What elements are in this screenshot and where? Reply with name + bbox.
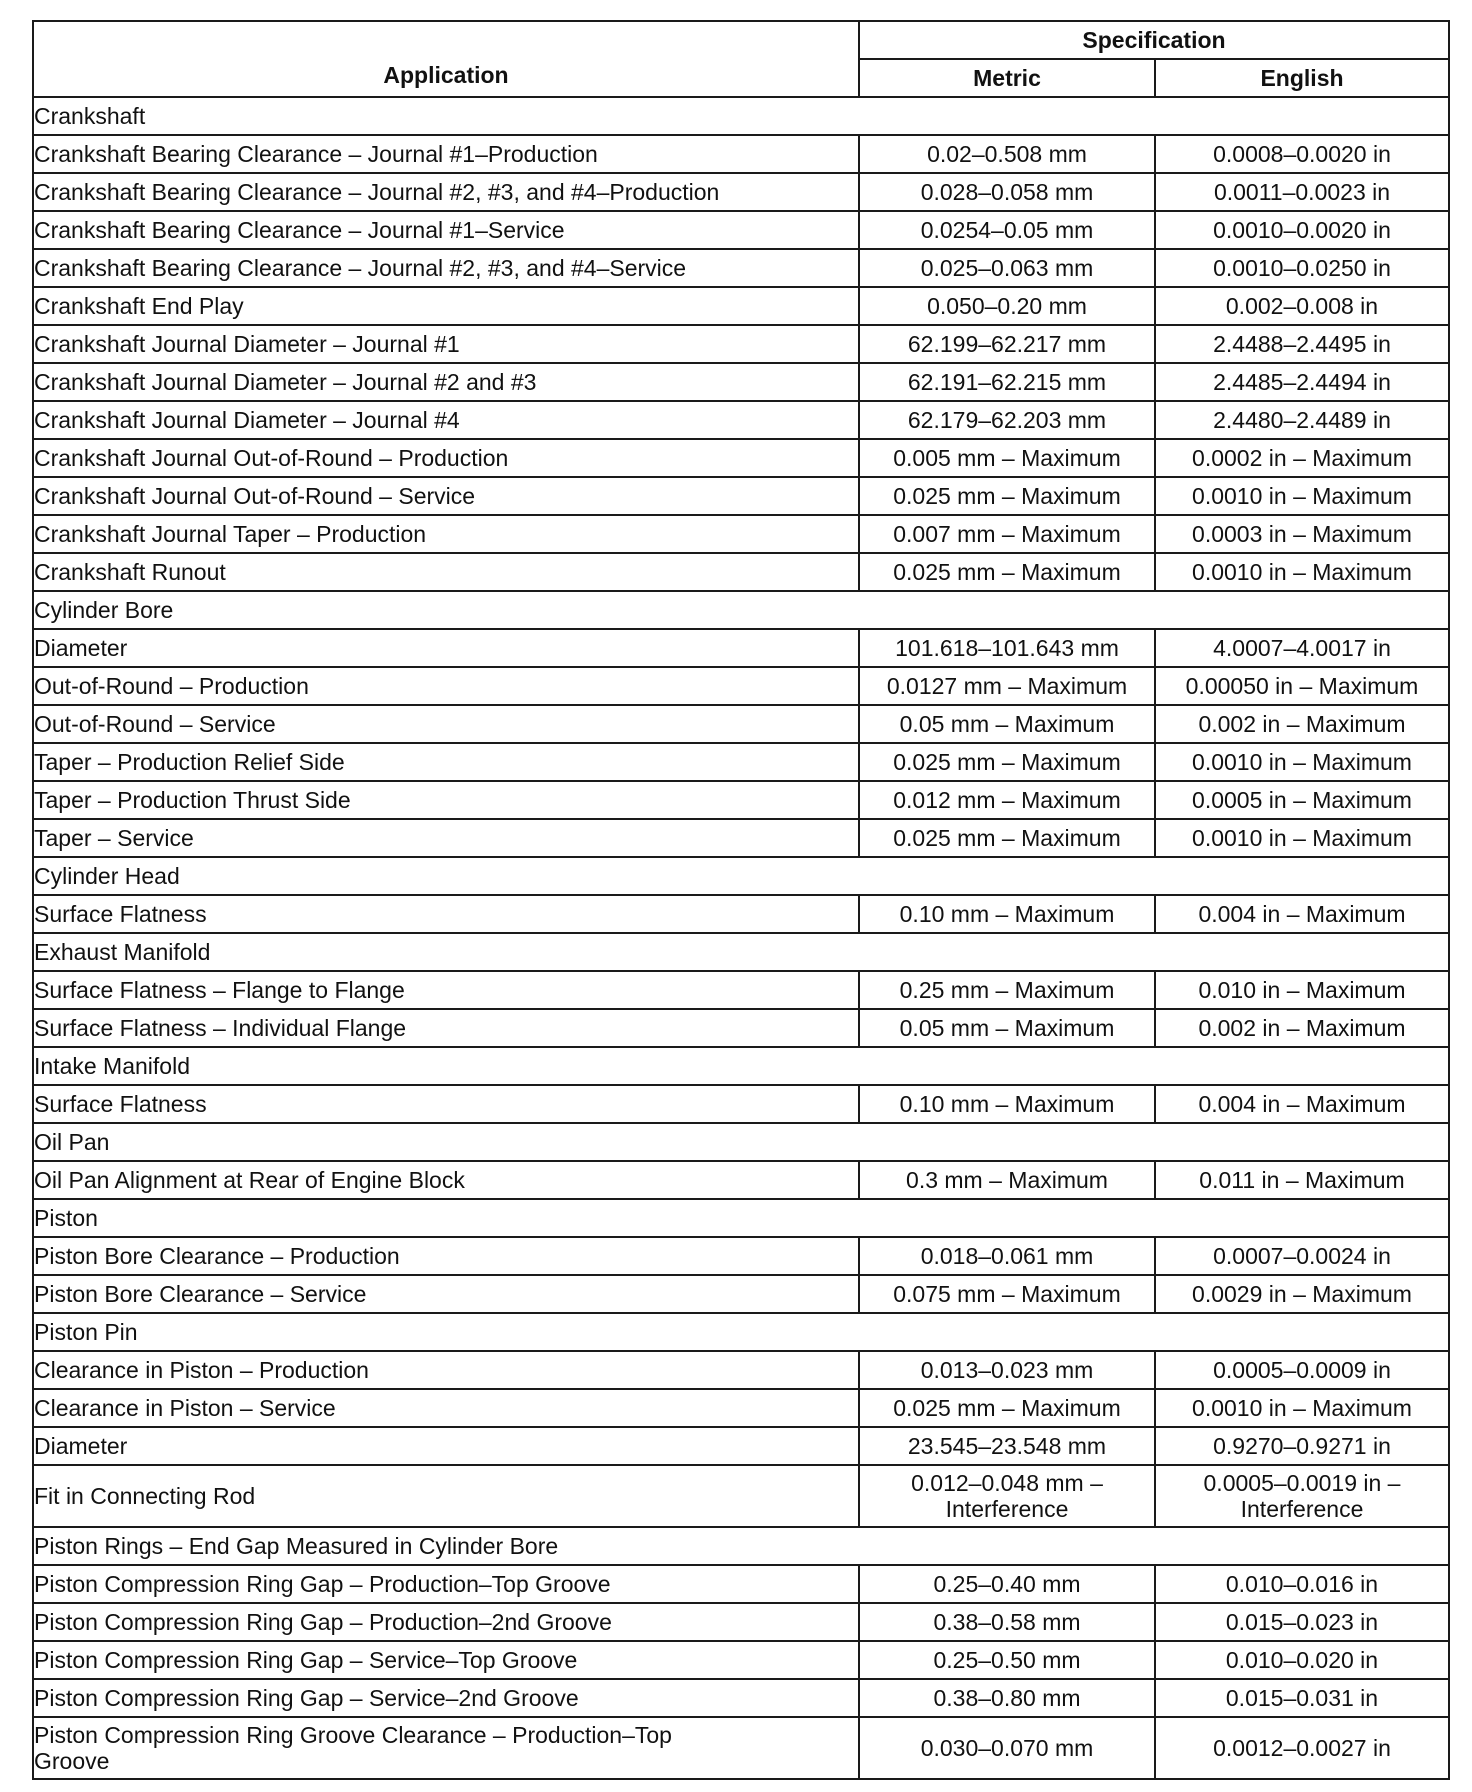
specification-header: Specification xyxy=(859,21,1449,59)
english-cell: 0.9270–0.9271 in xyxy=(1155,1427,1449,1465)
english-cell: 0.002–0.008 in xyxy=(1155,287,1449,325)
section-title: Piston Pin xyxy=(33,1313,1449,1351)
english-cell: 0.015–0.031 in xyxy=(1155,1679,1449,1717)
metric-cell: 0.075 mm – Maximum xyxy=(859,1275,1155,1313)
metric-cell: 0.38–0.80 mm xyxy=(859,1679,1155,1717)
english-cell: 0.004 in – Maximum xyxy=(1155,895,1449,933)
table-row xyxy=(33,1161,1449,1199)
table-row xyxy=(33,211,1449,249)
metric-cell: 0.05 mm – Maximum xyxy=(859,705,1155,743)
section-row xyxy=(33,1123,1449,1161)
table-row xyxy=(33,477,1449,515)
metric-cell: 0.050–0.20 mm xyxy=(859,287,1155,325)
application-cell: Surface Flatness – Individual Flange xyxy=(33,1009,859,1047)
metric-cell: 0.25 mm – Maximum xyxy=(859,971,1155,1009)
english-cell: 2.4485–2.4494 in xyxy=(1155,363,1449,401)
section-row xyxy=(33,933,1449,971)
metric-cell: 0.025 mm – Maximum xyxy=(859,1389,1155,1427)
table-row xyxy=(33,173,1449,211)
application-cell: Crankshaft Bearing Clearance – Journal #2, #3, and #4–Production xyxy=(33,173,859,211)
metric-cell: 0.012 mm – Maximum xyxy=(859,781,1155,819)
table-row xyxy=(33,781,1449,819)
application-cell: Crankshaft Journal Diameter – Journal #4 xyxy=(33,401,859,439)
table-body xyxy=(33,97,1449,1779)
section-title: Exhaust Manifold xyxy=(33,933,1449,971)
english-cell: 0.0008–0.0020 in xyxy=(1155,135,1449,173)
english-cell: 0.010–0.016 in xyxy=(1155,1565,1449,1603)
application-cell: Piston Compression Ring Groove Clearance – Production–Top Groove xyxy=(33,1717,859,1779)
metric-cell: 0.030–0.070 mm xyxy=(859,1717,1155,1779)
english-cell: 0.004 in – Maximum xyxy=(1155,1085,1449,1123)
table-row xyxy=(33,1565,1449,1603)
application-cell: Surface Flatness xyxy=(33,895,859,933)
metric-cell: 0.0127 mm – Maximum xyxy=(859,667,1155,705)
application-cell: Clearance in Piston – Service xyxy=(33,1389,859,1427)
application-cell: Piston Compression Ring Gap – Service–2nd Groove xyxy=(33,1679,859,1717)
section-row xyxy=(33,1313,1449,1351)
english-cell: 0.0010–0.0020 in xyxy=(1155,211,1449,249)
english-cell: 2.4488–2.4495 in xyxy=(1155,325,1449,363)
metric-cell: 23.545–23.548 mm xyxy=(859,1427,1155,1465)
application-cell: Taper – Production Relief Side xyxy=(33,743,859,781)
metric-header: Metric xyxy=(859,59,1155,97)
metric-cell: 0.025 mm – Maximum xyxy=(859,743,1155,781)
metric-cell: 0.025 mm – Maximum xyxy=(859,477,1155,515)
table-row xyxy=(33,439,1449,477)
table-row xyxy=(33,1275,1449,1313)
section-row xyxy=(33,1047,1449,1085)
english-cell: 0.0005 in – Maximum xyxy=(1155,781,1449,819)
application-cell: Crankshaft End Play xyxy=(33,287,859,325)
english-cell: 0.0010 in – Maximum xyxy=(1155,553,1449,591)
english-cell: 0.00050 in – Maximum xyxy=(1155,667,1449,705)
application-cell: Piston Compression Ring Gap – Production–2nd Groove xyxy=(33,1603,859,1641)
table-row xyxy=(33,743,1449,781)
metric-cell: 0.10 mm – Maximum xyxy=(859,1085,1155,1123)
table-row xyxy=(33,249,1449,287)
metric-cell: 0.25–0.40 mm xyxy=(859,1565,1155,1603)
metric-cell: 62.179–62.203 mm xyxy=(859,401,1155,439)
english-header: English xyxy=(1155,59,1449,97)
application-header: Application xyxy=(33,21,859,97)
english-cell: 0.010 in – Maximum xyxy=(1155,971,1449,1009)
table-row xyxy=(33,1641,1449,1679)
english-cell: 2.4480–2.4489 in xyxy=(1155,401,1449,439)
metric-cell: 0.025 mm – Maximum xyxy=(859,553,1155,591)
application-cell: Clearance in Piston – Production xyxy=(33,1351,859,1389)
english-cell: 0.0003 in – Maximum xyxy=(1155,515,1449,553)
application-cell: Piston Bore Clearance – Service xyxy=(33,1275,859,1313)
english-cell: 0.0010 in – Maximum xyxy=(1155,1389,1449,1427)
application-cell: Diameter xyxy=(33,629,859,667)
metric-cell: 0.028–0.058 mm xyxy=(859,173,1155,211)
english-cell: 0.0005–0.0009 in xyxy=(1155,1351,1449,1389)
section-row xyxy=(33,1527,1449,1565)
table-row xyxy=(33,705,1449,743)
metric-cell: 0.012–0.048 mm – Interference xyxy=(859,1465,1155,1527)
table-row xyxy=(33,667,1449,705)
table-row xyxy=(33,1603,1449,1641)
application-cell: Crankshaft Journal Diameter – Journal #2 and #3 xyxy=(33,363,859,401)
english-cell: 0.010–0.020 in xyxy=(1155,1641,1449,1679)
application-cell: Crankshaft Bearing Clearance – Journal #1–Production xyxy=(33,135,859,173)
metric-cell: 0.018–0.061 mm xyxy=(859,1237,1155,1275)
application-cell: Crankshaft Journal Taper – Production xyxy=(33,515,859,553)
application-cell: Taper – Service xyxy=(33,819,859,857)
table-row xyxy=(33,1465,1449,1527)
metric-cell: 0.0254–0.05 mm xyxy=(859,211,1155,249)
application-cell: Crankshaft Journal Out-of-Round – Service xyxy=(33,477,859,515)
application-cell: Fit in Connecting Rod xyxy=(33,1465,859,1527)
section-title: Oil Pan xyxy=(33,1123,1449,1161)
metric-cell: 0.02–0.508 mm xyxy=(859,135,1155,173)
metric-cell: 0.025–0.063 mm xyxy=(859,249,1155,287)
metric-cell: 0.013–0.023 mm xyxy=(859,1351,1155,1389)
section-title: Crankshaft xyxy=(33,97,1449,135)
table-row xyxy=(33,1717,1449,1779)
application-cell: Piston Compression Ring Gap – Service–Top Groove xyxy=(33,1641,859,1679)
metric-cell: 0.007 mm – Maximum xyxy=(859,515,1155,553)
table-row xyxy=(33,553,1449,591)
application-cell: Piston Bore Clearance – Production xyxy=(33,1237,859,1275)
english-cell: 0.002 in – Maximum xyxy=(1155,705,1449,743)
application-cell: Surface Flatness – Flange to Flange xyxy=(33,971,859,1009)
english-cell: 0.0029 in – Maximum xyxy=(1155,1275,1449,1313)
application-cell: Surface Flatness xyxy=(33,1085,859,1123)
english-cell: 0.015–0.023 in xyxy=(1155,1603,1449,1641)
table-row xyxy=(33,1351,1449,1389)
english-cell: 0.0011–0.0023 in xyxy=(1155,173,1449,211)
table-row xyxy=(33,287,1449,325)
section-title: Piston xyxy=(33,1199,1449,1237)
section-row xyxy=(33,97,1449,135)
section-row xyxy=(33,857,1449,895)
application-cell: Crankshaft Bearing Clearance – Journal #1–Service xyxy=(33,211,859,249)
application-cell: Out-of-Round – Service xyxy=(33,705,859,743)
english-cell: 0.0010 in – Maximum xyxy=(1155,477,1449,515)
english-cell: 0.0005–0.0019 in – Interference xyxy=(1155,1465,1449,1527)
application-cell: Crankshaft Journal Diameter – Journal #1 xyxy=(33,325,859,363)
application-cell: Piston Compression Ring Gap – Production–Top Groove xyxy=(33,1565,859,1603)
table-row xyxy=(33,1009,1449,1047)
english-cell: 0.002 in – Maximum xyxy=(1155,1009,1449,1047)
table-header xyxy=(33,21,1449,97)
table-row xyxy=(33,363,1449,401)
english-cell: 0.0010 in – Maximum xyxy=(1155,743,1449,781)
metric-cell: 0.005 mm – Maximum xyxy=(859,439,1155,477)
table-row xyxy=(33,1427,1449,1465)
table-row xyxy=(33,1679,1449,1717)
section-title: Piston Rings – End Gap Measured in Cylinder Bore xyxy=(33,1527,1449,1565)
application-cell: Oil Pan Alignment at Rear of Engine Block xyxy=(33,1161,859,1199)
section-title: Intake Manifold xyxy=(33,1047,1449,1085)
section-row xyxy=(33,1199,1449,1237)
english-cell: 0.011 in – Maximum xyxy=(1155,1161,1449,1199)
english-cell: 0.0010–0.0250 in xyxy=(1155,249,1449,287)
application-cell: Crankshaft Journal Out-of-Round – Production xyxy=(33,439,859,477)
table-row xyxy=(33,971,1449,1009)
table-row xyxy=(33,325,1449,363)
section-row xyxy=(33,591,1449,629)
table-row xyxy=(33,819,1449,857)
application-cell: Diameter xyxy=(33,1427,859,1465)
application-cell: Crankshaft Bearing Clearance – Journal #2, #3, and #4–Service xyxy=(33,249,859,287)
metric-cell: 0.38–0.58 mm xyxy=(859,1603,1155,1641)
specification-table xyxy=(32,20,1450,1780)
table-row xyxy=(33,895,1449,933)
table-row xyxy=(33,1237,1449,1275)
application-cell: Taper – Production Thrust Side xyxy=(33,781,859,819)
english-cell: 0.0007–0.0024 in xyxy=(1155,1237,1449,1275)
application-cell: Crankshaft Runout xyxy=(33,553,859,591)
table-row xyxy=(33,629,1449,667)
metric-cell: 62.191–62.215 mm xyxy=(859,363,1155,401)
english-cell: 0.0012–0.0027 in xyxy=(1155,1717,1449,1779)
english-cell: 4.0007–4.0017 in xyxy=(1155,629,1449,667)
table-row xyxy=(33,135,1449,173)
section-title: Cylinder Bore xyxy=(33,591,1449,629)
metric-cell: 0.05 mm – Maximum xyxy=(859,1009,1155,1047)
table-row xyxy=(33,401,1449,439)
section-title: Cylinder Head xyxy=(33,857,1449,895)
table-row xyxy=(33,1389,1449,1427)
metric-cell: 0.025 mm – Maximum xyxy=(859,819,1155,857)
table-row xyxy=(33,1085,1449,1123)
application-cell: Out-of-Round – Production xyxy=(33,667,859,705)
metric-cell: 101.618–101.643 mm xyxy=(859,629,1155,667)
metric-cell: 0.3 mm – Maximum xyxy=(859,1161,1155,1199)
table-row xyxy=(33,515,1449,553)
metric-cell: 62.199–62.217 mm xyxy=(859,325,1155,363)
english-cell: 0.0002 in – Maximum xyxy=(1155,439,1449,477)
metric-cell: 0.25–0.50 mm xyxy=(859,1641,1155,1679)
english-cell: 0.0010 in – Maximum xyxy=(1155,819,1449,857)
metric-cell: 0.10 mm – Maximum xyxy=(859,895,1155,933)
